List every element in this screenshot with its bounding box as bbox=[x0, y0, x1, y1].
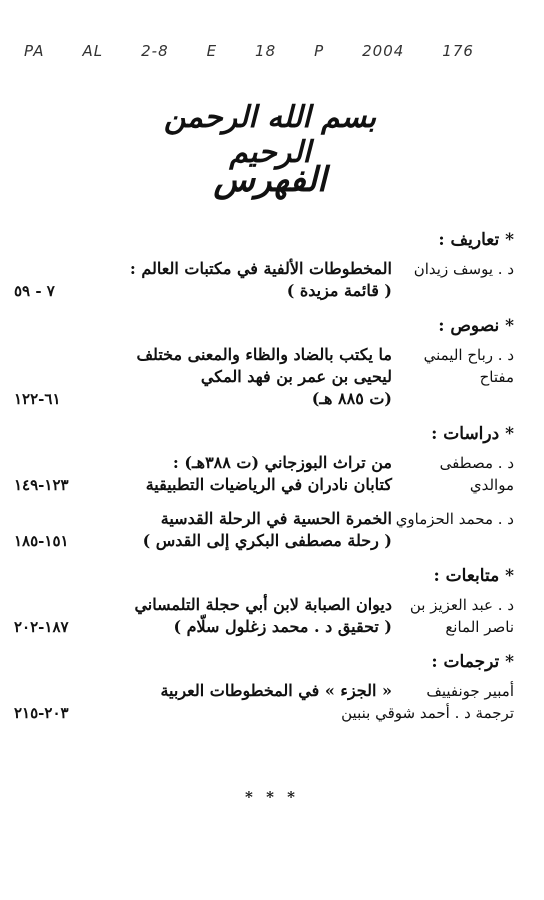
entry-author bbox=[341, 680, 514, 724]
entry-title bbox=[102, 258, 392, 302]
entry-title-line: ديوان الصبابة لابن أبي حجلة التلمساني bbox=[134, 595, 392, 614]
hand-note-2: AL bbox=[82, 42, 104, 60]
toc-entry bbox=[14, 680, 514, 724]
entry-title bbox=[102, 680, 392, 702]
section-heading: * نصوص : bbox=[438, 316, 514, 336]
page-title: الفهرس bbox=[213, 160, 327, 200]
entry-author: د . مصطفى موالدي bbox=[439, 454, 514, 494]
toc-entry bbox=[14, 344, 514, 410]
hand-note-3: 2-8 bbox=[141, 42, 169, 60]
hand-note-7: 2004 bbox=[362, 42, 405, 60]
hand-note-1: PA bbox=[24, 42, 45, 60]
entry-title-line: كتابان نادران في الرياضيات التطبيقية bbox=[145, 475, 392, 494]
entry-pages: ٢٠٣-٢١٥ bbox=[14, 704, 69, 722]
toc-entry bbox=[14, 452, 514, 496]
toc-entry bbox=[14, 508, 514, 552]
hand-note-5: 18 bbox=[255, 42, 277, 60]
entry-title bbox=[102, 344, 392, 410]
entry-title-line: المخطوطات الألفية في مكتبات العالم : bbox=[129, 259, 392, 278]
hand-note-6: P bbox=[314, 42, 325, 60]
entry-pages: ١٢٣-١٤٩ bbox=[14, 476, 69, 494]
section-heading: * تعاريف : bbox=[438, 230, 514, 250]
entry-pages: ١٥١-١٨٥ bbox=[14, 532, 69, 550]
toc-entry bbox=[14, 258, 514, 302]
entry-title bbox=[102, 452, 392, 496]
entry-author: د . محمد الحزماوي bbox=[395, 510, 514, 528]
section-heading: * متابعات : bbox=[433, 566, 514, 586]
end-ornament: * * * bbox=[245, 788, 299, 806]
section-heading: * دراسات : bbox=[431, 424, 514, 444]
hand-note-8: 176 bbox=[442, 42, 474, 60]
handwritten-shelf-note bbox=[24, 42, 474, 60]
entry-title bbox=[102, 508, 392, 552]
section-heading: * ترجمات : bbox=[431, 652, 514, 672]
entry-title-line: « الجزء » في المخطوطات العربية bbox=[160, 681, 392, 700]
entry-title-line: ( تحقيق د . محمد زغلول سلّام ) bbox=[173, 617, 392, 636]
entry-author: د . يوسف زيدان bbox=[413, 260, 514, 278]
entry-author-name: أمبير جونفييف bbox=[426, 682, 514, 700]
entry-title-line: من تراث البوزجاني (ت ٣٨٨هـ) : bbox=[172, 453, 392, 472]
entry-title-line: ( قائمة مزيدة ) bbox=[286, 281, 392, 300]
entry-pages: ٧ - ٥٩ bbox=[14, 282, 55, 300]
entry-translator: ترجمة د . أحمد شوقي بنبين bbox=[341, 704, 514, 722]
entry-title-line: ( رحلة مصطفى البكري إلى القدس ) bbox=[142, 531, 392, 550]
entry-title-line: الخمرة الحسية في الرحلة القدسية bbox=[160, 509, 392, 528]
table-of-contents bbox=[14, 228, 514, 736]
entry-title bbox=[102, 594, 392, 638]
entry-pages: ١٨٧-٢٠٢ bbox=[14, 618, 69, 636]
basmala: بسم الله الرحمن الرحيم bbox=[163, 100, 377, 170]
entry-title-line: (ت ٨٨٥ هـ) bbox=[311, 389, 392, 408]
entry-title-line: ليحيى بن عمر بن فهد المكي bbox=[200, 367, 392, 386]
hand-note-4: E bbox=[206, 42, 218, 60]
toc-entry bbox=[14, 594, 514, 638]
entry-title-line: ما يكتب بالضاد والظاء والمعنى مختلف bbox=[136, 345, 392, 364]
entry-pages: ٦١-١٢٢ bbox=[14, 390, 61, 408]
entry-author: د . رباح اليمني مفتاح bbox=[423, 346, 514, 386]
entry-author: د . عبد العزيز بن ناصر المانع bbox=[409, 596, 514, 636]
